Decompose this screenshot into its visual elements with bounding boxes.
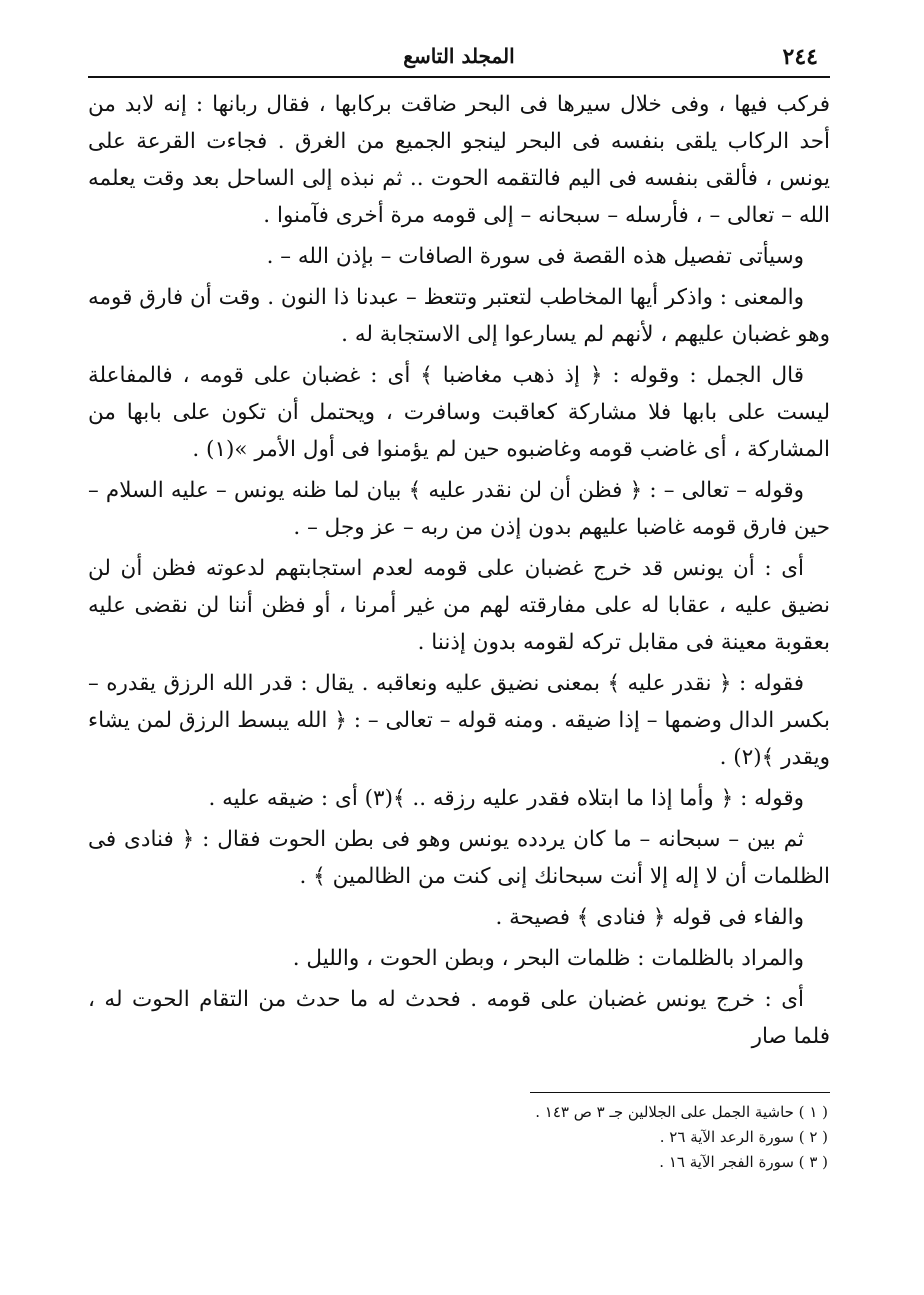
- volume-title: المجلد التاسع: [403, 44, 515, 68]
- paragraph: والمعنى : واذكر أيها المخاطب لتعتبر وتتعظ – عبدنا ذا النون . وقت أن فارق قومه وهو غضبان عليهم ، لأنهم لم يسارعوا إلى الاستجابة له .: [88, 285, 830, 347]
- footnotes: [300, 1100, 828, 1175]
- paragraph: وقوله : ﴿ وأما إذا ما ابتلاه فقدر عليه رزقه .. ﴾(٣) أى : ضيقه عليه .: [208, 786, 804, 811]
- paragraph: والمراد بالظلمات : ظلمات البحر ، وبطن الحوت ، والليل .: [292, 946, 804, 971]
- paragraph: والفاء فى قوله ﴿ فنادى ﴾ فصيحة .: [495, 905, 804, 930]
- body-text: [88, 86, 830, 1059]
- page-number: ٢٤٤: [782, 44, 818, 70]
- footnote-divider: [530, 1092, 830, 1093]
- page-header: [88, 40, 830, 76]
- paragraph: وقوله – تعالى – : ﴿ فظن أن لن نقدر عليه ﴾ بيان لما ظنه يونس – عليه السلام – حين فارق قومه غاضبا عليهم بدون إذن من ربه – عز وجل – .: [88, 478, 830, 540]
- paragraph: أى : أن يونس قد خرج غضبان على قومه لعدم استجابتهم لدعوته فظن أن لن نضيق عليه ، عقابا له على مفارقته لهم من غير أمرنا ، أو فظن أننا لن نقضى عليه بعقوبة معينة فى مقابل تركه لقومه بدون إذننا .: [88, 556, 830, 655]
- header-divider: [88, 76, 830, 78]
- paragraph: قال الجمل : وقوله : ﴿ إذ ذهب مغاضبا ﴾ أى : غضبان على قومه ، فالمفاعلة ليست على بابها فلا مشاركة كعاقبت وسافرت ، ويحتمل أن تكون على بابها من المشاركة ، أى غاضب قومه وغاضبوه حين لم يؤمنوا فى أول الأمر »(١) .: [88, 363, 830, 462]
- paragraph: فركب فيها ، وفى خلال سيرها فى البحر ضاقت بركابها ، فقال ربانها : إنه لابد من أحد الركاب يلقى بنفسه فى البحر لينجو الجميع من الغرق . فجاءت القرعة على يونس ، فألقى بنفسه فى اليم فالتقمه الحوت .. ثم نبذه إلى الساحل بعد وقت يعلمه الله – تعالى – ، فأرسله – سبحانه – إلى قومه مرة أخرى فآمنوا .: [88, 92, 830, 228]
- footnote: ( ٣ ) سورة الفجر الآية ١٦ .: [659, 1153, 828, 1171]
- paragraph: ثم بين – سبحانه – ما كان يردده يونس وهو فى بطن الحوت فقال : ﴿ فنادى فى الظلمات أن لا إله إلا أنت سبحانك إنى كنت من الظالمين ﴾ .: [88, 827, 830, 889]
- paragraph: أى : خرج يونس غضبان على قومه . فحدث له ما حدث من التقام الحوت له ، فلما صار: [88, 987, 830, 1049]
- footnote: ( ١ ) حاشية الجمل على الجلالين جـ ٣ ص ١٤٣ .: [535, 1103, 828, 1121]
- footnote: ( ٢ ) سورة الرعد الآية ٢٦ .: [659, 1128, 828, 1146]
- paragraph: فقوله : ﴿ نقدر عليه ﴾ بمعنى نضيق عليه ونعاقبه . يقال : قدر الله الرزق يقدره – بكسر الدال وضمها – إذا ضيقه . ومنه قوله – تعالى – : ﴿ الله يبسط الرزق لمن يشاء ويقدر ﴾(٢) .: [88, 671, 830, 770]
- paragraph: وسيأتى تفصيل هذه القصة فى سورة الصافات – بإذن الله – .: [266, 244, 804, 269]
